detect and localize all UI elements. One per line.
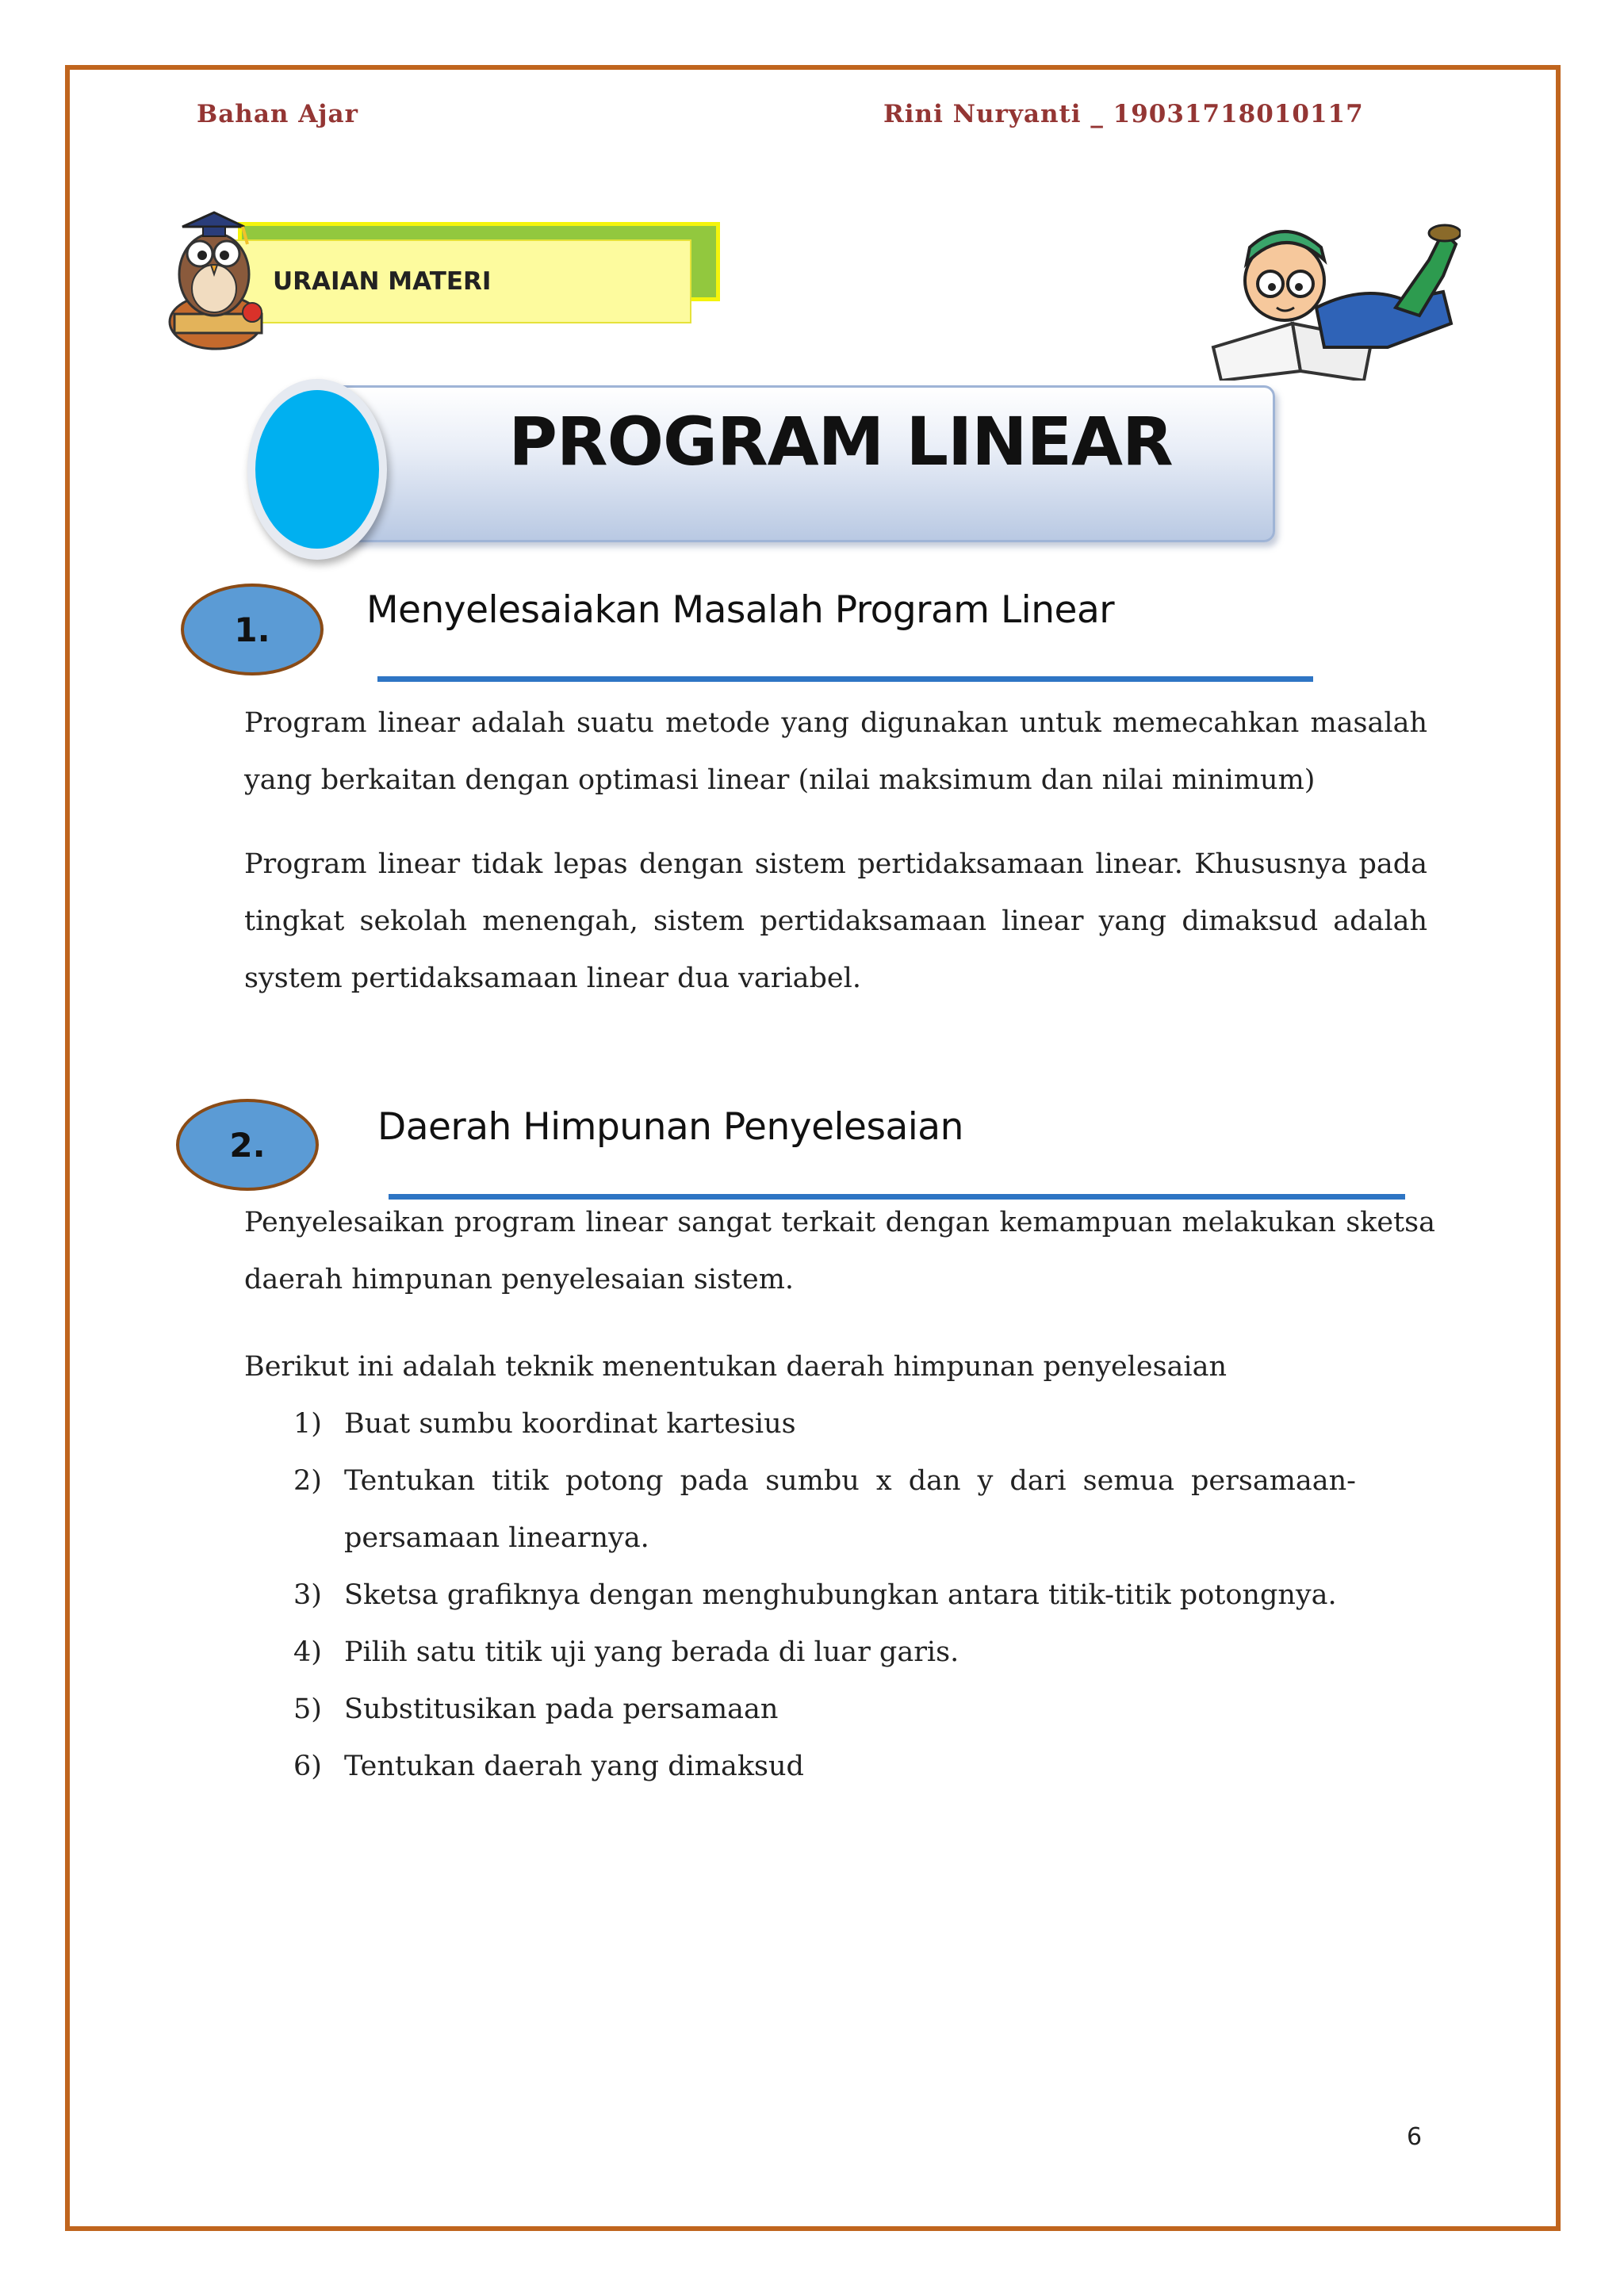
step-text: Pilih satu titik uji yang berada di luar garis. xyxy=(344,1636,959,1668)
step-number: 5) xyxy=(293,1693,322,1725)
list-item xyxy=(293,1624,1356,1681)
list-item xyxy=(293,1681,1356,1738)
section-1-paragraph-1: Program linear adalah suatu metode yang digunakan untuk memecahkan masalah yang berkaitan dengan optimasi linear (nilai maksimum dan nilai minimum) xyxy=(244,707,1427,796)
header-left: Bahan Ajar xyxy=(197,100,358,128)
step-text: Buat sumbu koordinat kartesius xyxy=(344,1408,796,1440)
section-tag: URAIAN MATERI xyxy=(227,239,691,323)
page-number: 6 xyxy=(1407,2123,1423,2151)
list-item xyxy=(293,1395,1356,1452)
list-item xyxy=(293,1738,1356,1795)
section-2-paragraph-1: Penyelesaikan program linear sangat terkait dengan kemampuan melakukan sketsa daerah himpunan penyelesaian sistem. xyxy=(244,1207,1435,1295)
step-text: Sketsa grafiknya dengan menghubungkan antara titik-titik potongnya. xyxy=(344,1579,1337,1611)
step-number: 3) xyxy=(293,1579,322,1611)
section-1-title: Menyelesaiakan Masalah Program Linear xyxy=(366,588,1115,632)
step-text: Substitusikan pada persamaan xyxy=(344,1693,779,1725)
section-1-underline xyxy=(377,676,1313,682)
step-number: 6) xyxy=(293,1751,322,1782)
section-2-title: Daerah Himpunan Penyelesaian xyxy=(377,1105,963,1149)
section-1-paragraph-2: Program linear tidak lepas dengan sistem pertidaksamaan linear. Khususnya pada tingkat sekolah menengah, sistem pertidaksamaan linear yang dimaksud adalah system pertidaksamaan linear dua variabel. xyxy=(244,848,1427,994)
header-right: Rini Nuryanti _ 19031718010117 xyxy=(883,100,1364,128)
title-circle xyxy=(255,390,379,549)
step-number: 2) xyxy=(293,1465,322,1497)
step-text: Tentukan daerah yang dimaksud xyxy=(344,1751,804,1782)
step-number: 4) xyxy=(293,1636,322,1668)
list-item xyxy=(293,1567,1356,1624)
section-1-number: 1. xyxy=(181,584,324,675)
section-2-number: 2. xyxy=(176,1099,319,1191)
step-number: 1) xyxy=(293,1408,322,1440)
section-2-paragraph-2: Berikut ini adalah teknik menentukan daerah himpunan penyelesaian xyxy=(244,1351,1227,1383)
step-text: Tentukan titik potong pada sumbu x dan y dari semua persamaan-persamaan linearnya. xyxy=(344,1465,1356,1554)
steps-list xyxy=(293,1395,1356,1795)
boy-reading-illustration xyxy=(1205,212,1461,381)
page-title: PROGRAM LINEAR xyxy=(508,403,1173,480)
owl-illustration xyxy=(159,195,270,354)
list-item xyxy=(293,1452,1356,1567)
